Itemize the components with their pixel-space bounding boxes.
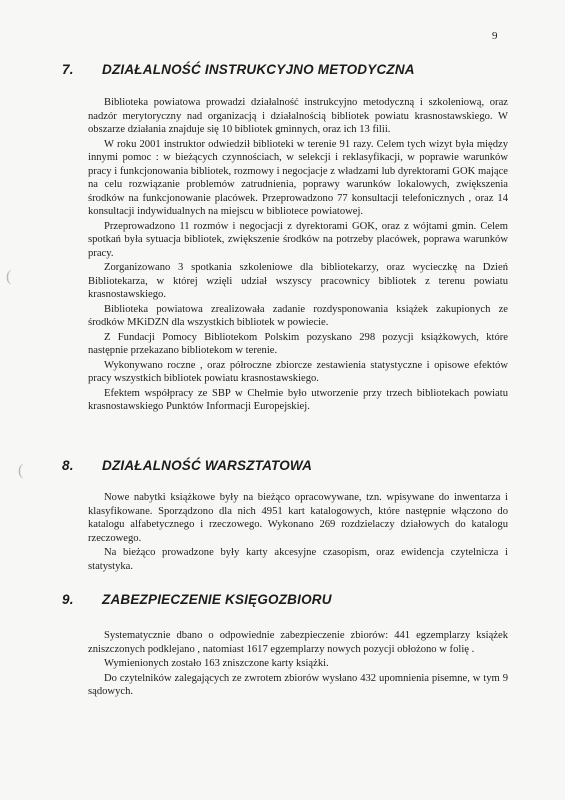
paragraph: Przeprowadzono 11 rozmów i negocjacji z dyrektorami GOK, oraz z wójtami gmin. Celem spotkań była sytuacja bibliotek, zwiększenie środków na potrzeby placówek, poprawa warunków pracy.: [88, 220, 508, 259]
section-title: ZABEZPIECZENIE KSIĘGOZBIORU: [102, 592, 332, 607]
section-heading-9: [62, 592, 332, 607]
section-heading-7: [62, 62, 415, 77]
paragraph: Zorganizowano 3 spotkania szkoleniowe dla bibliotekarzy, oraz wycieczkę na Dzień Bibliotekarza, w której wzięli udział wszyscy pracownicy bibliotek z terenu powiatu krasnostawskiego.: [88, 262, 508, 300]
section-body-7: [88, 96, 508, 415]
section-body-8: [88, 491, 508, 574]
paragraph: Wymienionych zostało 163 zniszczone karty książki.: [104, 658, 329, 669]
section-number: 8.: [62, 458, 74, 473]
section-heading-8: [62, 458, 312, 473]
section-title: DZIAŁALNOŚĆ WARSZTATOWA: [102, 458, 313, 473]
margin-mark: (: [18, 462, 24, 479]
section-number: 9.: [62, 592, 74, 607]
paragraph: Wykonywano roczne , oraz półroczne zbiorcze zestawienia statystyczne i opisowe efektów pracy wszystkich bibliotek powiatu krasnostawskiego.: [88, 359, 508, 384]
paragraph: Systematycznie dbano o odpowiednie zabezpieczenie zbiorów: 441 egzemplarzy książek zniszczonych podklejano , natomiast 1617 egzemplarzy nowych pozycji obłożono w folię .: [88, 630, 508, 655]
paragraph: Nowe nabytki książkowe były na bieżąco opracowywane, tzn. wpisywane do inwentarza i klasyfikowane. Sporządzono dla nich 4951 kart katalogowych, które następnie włączono do katalogu alfabetycznego i rzeczowego. Wykonano 269 rozdzielaczy działowych do katalogu rzeczowego.: [88, 492, 508, 544]
section-number: 7.: [62, 62, 74, 77]
paragraph: Efektem współpracy ze SBP w Chełmie było utworzenie przy trzech bibliotekach powiatu krasnostawskiego Punktów Informacji Europejskiej.: [88, 387, 508, 412]
paragraph: Z Fundacji Pomocy Bibliotekom Polskim pozyskano 298 pozycji książkowych, które następnie przekazano bibliotekom w terenie.: [88, 331, 508, 356]
paragraph: Biblioteka powiatowa zrealizowała zadanie rozdysponowania książek zakupionych ze środków MKiDZN dla wszystkich bibliotek w powiecie.: [88, 303, 508, 328]
paragraph: Do czytelników zalegających ze zwrotem zbiorów wysłano 432 upomnienia pisemne, w tym 9 sądowych.: [88, 672, 508, 697]
page-number: 9: [492, 30, 498, 42]
paragraph: Biblioteka powiatowa prowadzi działalność instrukcyjno metodyczną i szkoleniową, oraz nadzór merytoryczny nad organizacją i działalnością bibliotek powiatu krasnostawskiego. W obszarze działania znajduje się 10 bibliotek gminnych, oraz ich 13 filii.: [88, 97, 508, 135]
paragraph: W roku 2001 instruktor odwiedził biblioteki w terenie 91 razy. Celem tych wizyt była między innymi pomoc : w bieżących czynnościach, w selekcji i reklasyfikacji, w poprawie warunków pracy i funkcjonowania bibliotek, rozmowy i negocjacje z władzami lub dyrektorami GOK mające na celu rozwiązanie problemów zatrudnienia, poprawy warunków lokalowych, zwiększenia środków na funkcjonowanie placówek. Przeprowadzono 77 konsultacji telefonicznych , oraz 14 konsultacji indywidualnych na miejscu w bibliotece powiatowej.: [88, 138, 508, 217]
section-title: DZIAŁALNOŚĆ INSTRUKCYJNO METODYCZNA: [102, 62, 415, 77]
section-body-9: [88, 629, 508, 700]
margin-mark: (: [6, 268, 12, 285]
paragraph: Na bieżąco prowadzone były karty akcesyjne czasopism, oraz ewidencja czytelnicza i statystyka.: [88, 547, 508, 572]
